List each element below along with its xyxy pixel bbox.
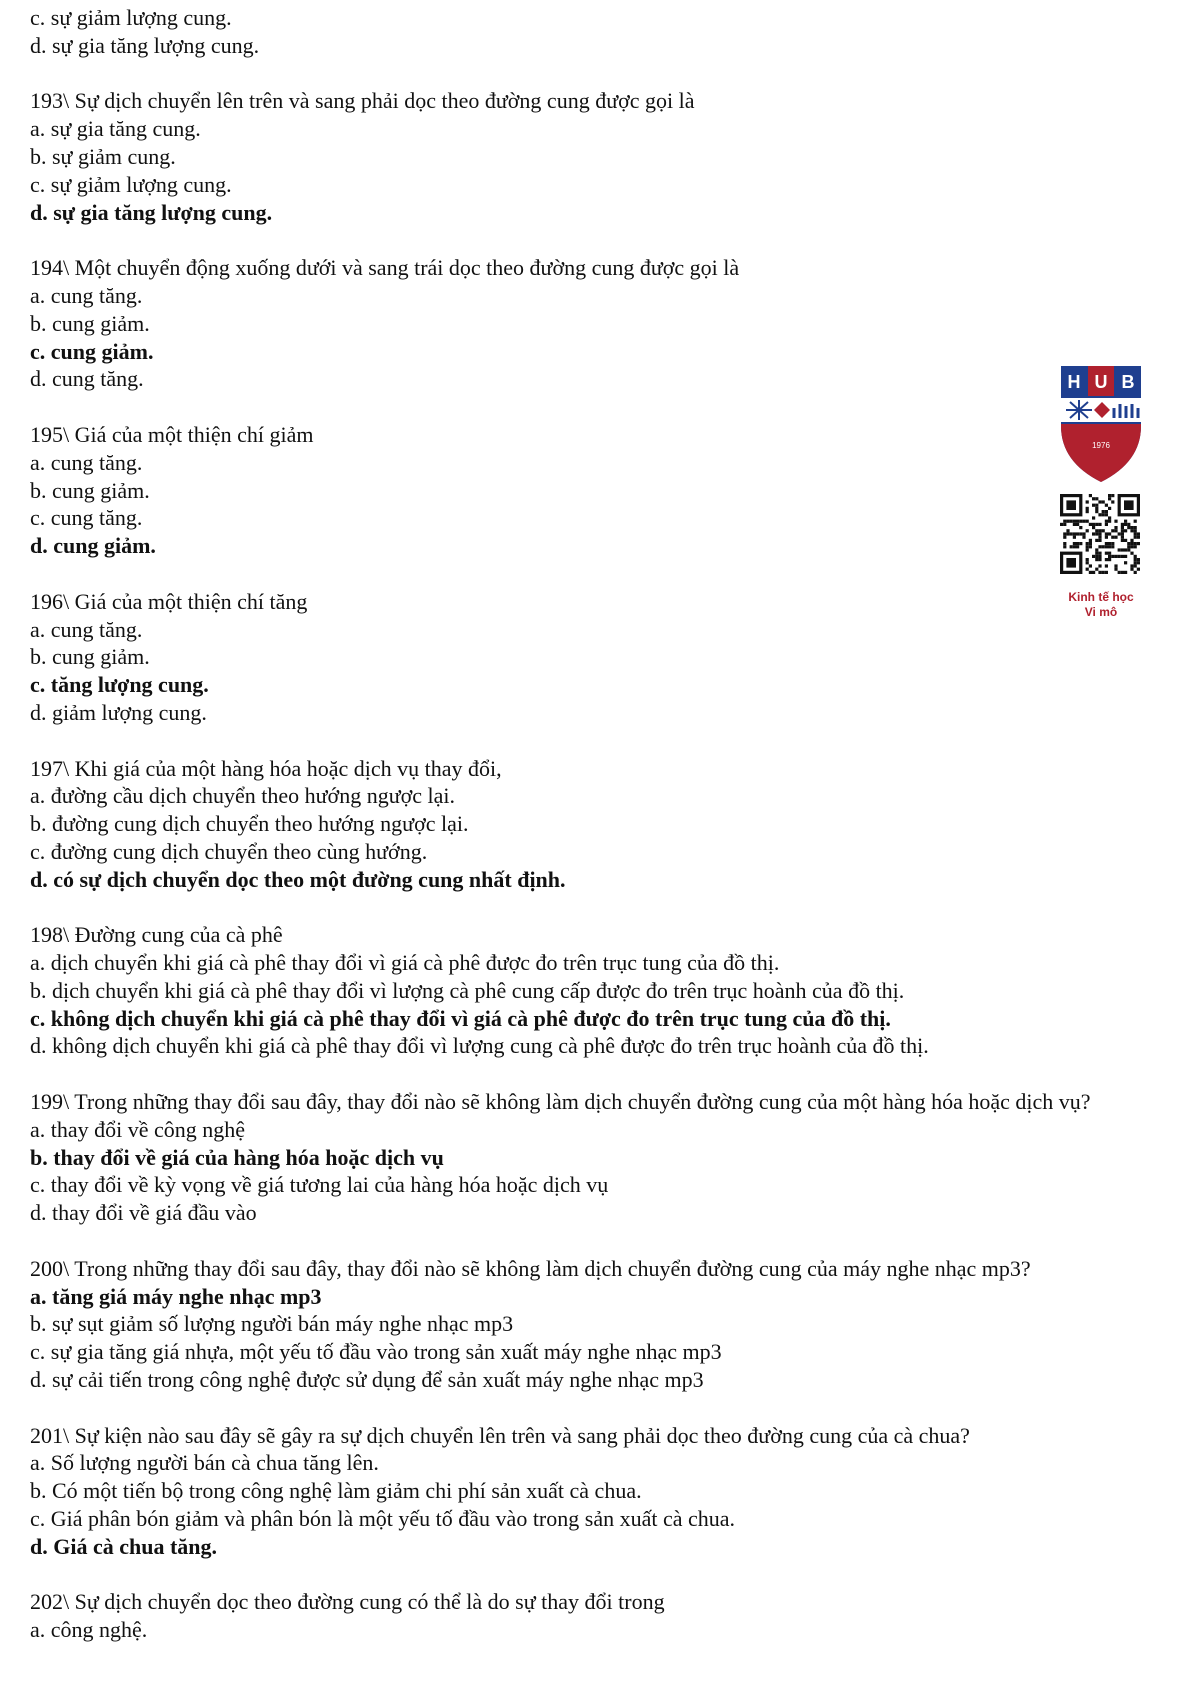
answer-option: b. dịch chuyển khi giá cà phê thay đổi vì lượng cà phê cung cấp được đo trên trục hoành của đồ thị.: [30, 977, 905, 1003]
logo-letter-u: U: [1094, 372, 1108, 392]
logo-letter-b: B: [1121, 372, 1135, 392]
question-text: 202\ Sự dịch chuyển dọc theo đường cung có thể là do sự thay đổi trong: [30, 1589, 665, 1615]
answer-option: c. thay đổi về kỳ vọng về giá tương lai của hàng hóa hoặc dịch vụ: [30, 1172, 609, 1198]
hub-shield-icon: [1058, 362, 1144, 484]
answer-option: c. đường cung dịch chuyển theo cùng hướng.: [30, 838, 428, 864]
answer-option: c. sự gia tăng giá nhựa, một yếu tố đầu vào trong sản xuất máy nghe nhạc mp3: [30, 1339, 722, 1365]
answer-option: b. sự sụt giảm số lượng người bán máy nghe nhạc mp3: [30, 1311, 514, 1337]
answer-option: a. cung tăng.: [30, 282, 143, 308]
question-text: 200\ Trong những thay đổi sau đây, thay đổi nào sẽ không làm dịch chuyển đường cung của máy nghe nhạc mp3?: [30, 1255, 1031, 1281]
question-text: 201\ Sự kiện nào sau đây sẽ gây ra sự dịch chuyển lên trên và sang phải dọc theo đường cung của cà chua?: [30, 1422, 970, 1448]
answer-option: c. sự giảm lượng cung.: [30, 5, 232, 30]
answer-option: d. cung tăng.: [30, 366, 144, 392]
answer-option: c. Giá phân bón giảm và phân bón là một yếu tố đầu vào trong sản xuất cà chua.: [30, 1506, 736, 1532]
answer-option-correct: c. tăng lượng cung.: [30, 672, 209, 698]
question-text: 197\ Khi giá của một hàng hóa hoặc dịch vụ thay đổi,: [30, 755, 502, 781]
answer-option: b. đường cung dịch chuyển theo hướng ngược lại.: [30, 811, 469, 837]
answer-option: d. không dịch chuyển khi giá cà phê thay đổi vì lượng cung cà phê được đo trên trục hoành của đồ thị.: [30, 1033, 929, 1059]
answer-option-correct: d. sự gia tăng lượng cung.: [30, 199, 273, 225]
question-text: 199\ Trong những thay đổi sau đây, thay đổi nào sẽ không làm dịch chuyển đường cung của một hàng hóa hoặc dịch vụ?: [30, 1089, 1091, 1115]
answer-option: a. đường cầu dịch chuyển theo hướng ngược lại.: [30, 783, 456, 809]
logo-caption-line1: Kinh tế học: [1068, 590, 1134, 604]
question-text: 194\ Một chuyển động xuống dưới và sang trái dọc theo đường cung được gọi là: [30, 255, 740, 281]
question-text: 196\ Giá của một thiện chí tăng: [30, 588, 308, 614]
logo-year: 1976: [1092, 441, 1110, 450]
blank-line: [30, 1561, 1160, 1589]
blank-line: [30, 1060, 1160, 1088]
blank-line: [30, 60, 1160, 88]
answer-option: d. thay đổi về giá đầu vào: [30, 1200, 257, 1226]
answer-option: b. cung giảm.: [30, 644, 150, 670]
blank-line: [30, 393, 1160, 421]
answer-option: a. sự gia tăng cung.: [30, 116, 201, 142]
question-text: 195\ Giá của một thiện chí giảm: [30, 421, 314, 447]
answer-option: a. cung tăng.: [30, 449, 143, 475]
answer-option-correct: b. thay đổi về giá của hàng hóa hoặc dịch vụ: [30, 1144, 444, 1170]
answer-option: b. sự giảm cung.: [30, 143, 176, 169]
answer-option: a. thay đổi về công nghệ: [30, 1116, 246, 1142]
logo-caption-line2: Vi mô: [1084, 605, 1118, 619]
answer-option: c. sự giảm lượng cung.: [30, 171, 232, 197]
logo-letter-h: H: [1067, 372, 1081, 392]
answer-option: b. cung giảm.: [30, 310, 150, 336]
answer-option-correct: d. Giá cà chua tăng.: [30, 1533, 218, 1559]
answer-option-correct: d. cung giảm.: [30, 533, 156, 559]
answer-option-correct: c. không dịch chuyển khi giá cà phê thay đổi vì giá cà phê được đo trên trục tung của đồ thị.: [30, 1005, 891, 1031]
blank-line: [30, 727, 1160, 755]
blank-line: [30, 1394, 1160, 1422]
hub-logo: [1058, 362, 1144, 624]
answer-option: c. cung tăng.: [30, 505, 143, 531]
answer-option: a. Số lượng người bán cà chua tăng lên.: [30, 1450, 379, 1476]
blank-line: [30, 560, 1160, 588]
answer-option: b. Có một tiến bộ trong công nghệ làm giảm chi phí sản xuất cà chua.: [30, 1478, 642, 1504]
qr-code-icon: [1060, 494, 1140, 574]
answer-option: d. sự gia tăng lượng cung.: [30, 32, 260, 58]
answer-option-correct: d. có sự dịch chuyển dọc theo một đường cung nhất định.: [30, 866, 566, 892]
document-body: [30, 4, 1160, 1644]
answer-option: a. cung tăng.: [30, 616, 143, 642]
question-text: 198\ Đường cung của cà phê: [30, 922, 283, 948]
answer-option: a. dịch chuyển khi giá cà phê thay đổi vì giá cà phê được đo trên trục tung của đồ thị.: [30, 950, 780, 976]
answer-option: a. công nghệ.: [30, 1617, 148, 1643]
answer-option: b. cung giảm.: [30, 477, 150, 503]
question-text: 193\ Sự dịch chuyển lên trên và sang phải dọc theo đường cung được gọi là: [30, 88, 695, 114]
blank-line: [30, 226, 1160, 254]
blank-line: [30, 1227, 1160, 1255]
answer-option-correct: c. cung giảm.: [30, 338, 154, 364]
answer-option-correct: a. tăng giá máy nghe nhạc mp3: [30, 1283, 322, 1309]
answer-option: d. sự cải tiến trong công nghệ được sử dụng để sản xuất máy nghe nhạc mp3: [30, 1367, 704, 1393]
answer-option: d. giảm lượng cung.: [30, 699, 207, 725]
blank-line: [30, 894, 1160, 922]
